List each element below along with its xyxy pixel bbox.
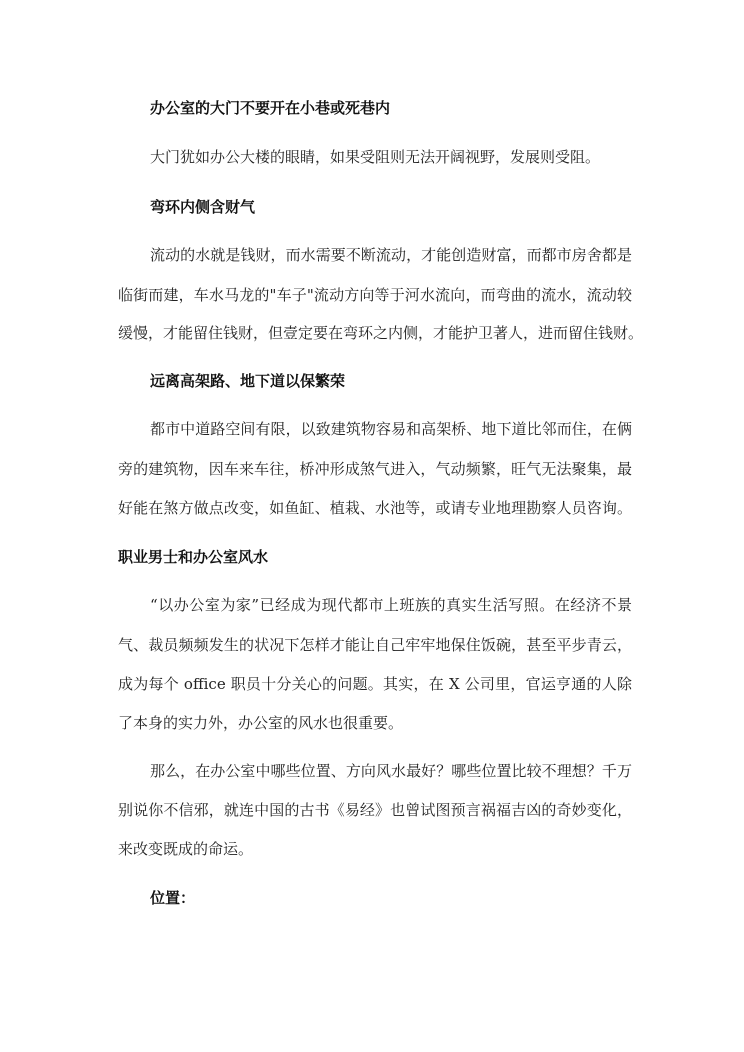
paragraph-line: 流动的水就是钱财，而水需要不断流动，才能创造财富，而都市房舍都是 — [150, 246, 632, 264]
paragraph-line: 了本身的实力外，办公室的风水也很重要。 — [118, 714, 404, 732]
paragraph-line: 大门犹如办公大楼的眼睛，如果受阻则无法开阔视野，发展则受阻。 — [150, 148, 601, 166]
section-heading: 弯环内侧含财气 — [150, 198, 256, 216]
paragraph-line: 缓慢，才能留住钱财，但壹定要在弯环之内侧，才能护卫著人，进而留住钱财。 — [118, 324, 644, 342]
section-heading: 办公室的大门不要开在小巷或死巷内 — [150, 99, 391, 117]
section-heading: 位置： — [150, 889, 196, 907]
paragraph-line: 来改变既成的命运。 — [118, 840, 254, 858]
paragraph-line: 那么，在办公室中哪些位置、方向风水最好？哪些位置比较不理想？千万 — [150, 762, 632, 780]
paragraph-line: “以办公室为家”已经成为现代都市上班族的真实生活写照。在经济不景 — [150, 596, 632, 614]
paragraph-line: 气、裁员频频发生的状况下怎样才能让自己牢牢地保住饭碗，甚至平步青云， — [118, 636, 632, 654]
paragraph-line: 临街而建，车水马龙的"车子"流动方向等于河水流向，而弯曲的流水，流动较 — [118, 286, 632, 304]
paragraph-line: 都市中道路空间有限，以致建筑物容易和高架桥、地下道比邻而住，在俩 — [150, 420, 632, 438]
section-heading: 职业男士和办公室风水 — [118, 548, 269, 566]
paragraph-line: 好能在煞方做点改变，如鱼缸、植栽、水池等，或请专业地理勘察人员咨询。 — [118, 499, 632, 517]
paragraph-line: 成为每个 office 职员十分关心的问题。其实，在 X 公司里，官运亨通的人除 — [118, 675, 632, 693]
section-heading: 远离高架路、地下道以保繁荣 — [150, 372, 346, 390]
paragraph-line: 别说你不信邪，就连中国的古书《易经》也曾试图预言祸福吉凶的奇妙变化， — [118, 801, 632, 819]
paragraph-line: 旁的建筑物，因车来车往，桥冲形成煞气进入，气动频繁，旺气无法聚集，最 — [118, 460, 632, 478]
